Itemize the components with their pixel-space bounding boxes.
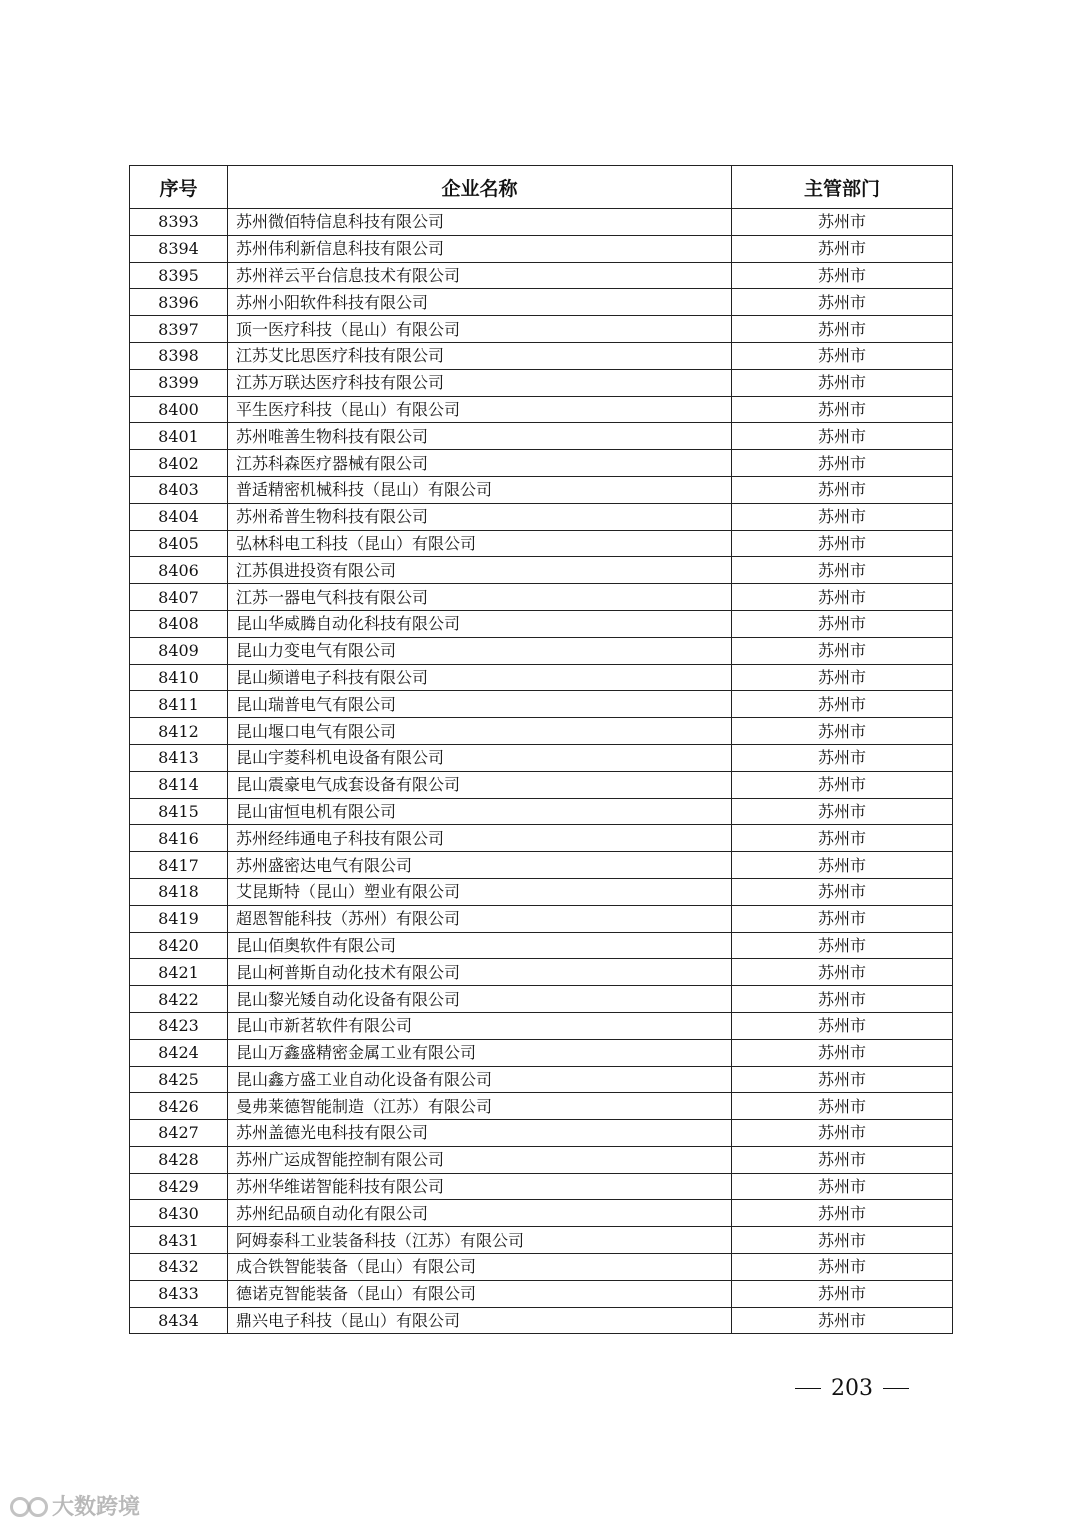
- cell-department: 苏州市: [732, 825, 953, 852]
- table-row: [130, 316, 953, 343]
- cell-company-name: 昆山宙恒电机有限公司: [228, 798, 732, 825]
- table-row: [130, 262, 953, 289]
- cell-company-name: 艾昆斯特（昆山）塑业有限公司: [228, 878, 732, 905]
- cell-company-name: 江苏艾比思医疗科技有限公司: [228, 342, 732, 369]
- cell-department: 苏州市: [732, 718, 953, 745]
- cell-serial-number: 8433: [130, 1280, 228, 1307]
- cell-serial-number: 8416: [130, 825, 228, 852]
- cell-department: 苏州市: [732, 1039, 953, 1066]
- cell-serial-number: 8410: [130, 664, 228, 691]
- cell-department: 苏州市: [732, 664, 953, 691]
- cell-department: 苏州市: [732, 235, 953, 262]
- cell-company-name: 鼎兴电子科技（昆山）有限公司: [228, 1307, 732, 1334]
- cell-department: 苏州市: [732, 1146, 953, 1173]
- table-row: [130, 289, 953, 316]
- table-row: [130, 1093, 953, 1120]
- cell-serial-number: 8432: [130, 1254, 228, 1281]
- cell-serial-number: 8401: [130, 423, 228, 450]
- cell-department: 苏州市: [732, 932, 953, 959]
- table-row: [130, 235, 953, 262]
- table-row: [130, 1066, 953, 1093]
- cell-serial-number: 8425: [130, 1066, 228, 1093]
- table-row: [130, 986, 953, 1013]
- cell-department: 苏州市: [732, 1307, 953, 1334]
- cell-company-name: 昆山频谱电子科技有限公司: [228, 664, 732, 691]
- cell-company-name: 苏州广运成智能控制有限公司: [228, 1146, 732, 1173]
- table-row: [130, 878, 953, 905]
- cell-serial-number: 8422: [130, 986, 228, 1013]
- cell-company-name: 昆山瑞普电气有限公司: [228, 691, 732, 718]
- cell-department: 苏州市: [732, 369, 953, 396]
- table-row: [130, 557, 953, 584]
- cell-department: 苏州市: [732, 584, 953, 611]
- cell-company-name: 曼弗莱德智能制造（江苏）有限公司: [228, 1093, 732, 1120]
- cell-department: 苏州市: [732, 959, 953, 986]
- cell-department: 苏州市: [732, 289, 953, 316]
- header-serial-number: 序号: [130, 166, 228, 209]
- cell-department: 苏州市: [732, 1093, 953, 1120]
- cell-department: 苏州市: [732, 1227, 953, 1254]
- cell-company-name: 苏州纪品硕自动化有限公司: [228, 1200, 732, 1227]
- table-row: [130, 1227, 953, 1254]
- cell-serial-number: 8414: [130, 771, 228, 798]
- watermark-logo-icon: [8, 1494, 48, 1518]
- table-row: [130, 798, 953, 825]
- cell-serial-number: 8417: [130, 852, 228, 879]
- cell-serial-number: 8404: [130, 503, 228, 530]
- cell-serial-number: 8397: [130, 316, 228, 343]
- cell-department: 苏州市: [732, 610, 953, 637]
- cell-department: 苏州市: [732, 986, 953, 1013]
- cell-serial-number: 8434: [130, 1307, 228, 1334]
- cell-department: 苏州市: [732, 1200, 953, 1227]
- table-row: [130, 852, 953, 879]
- cell-serial-number: 8429: [130, 1173, 228, 1200]
- cell-department: 苏州市: [732, 423, 953, 450]
- cell-company-name: 德诺克智能装备（昆山）有限公司: [228, 1280, 732, 1307]
- table-row: [130, 718, 953, 745]
- cell-company-name: 昆山华威腾自动化科技有限公司: [228, 610, 732, 637]
- cell-serial-number: 8409: [130, 637, 228, 664]
- table-row: [130, 691, 953, 718]
- cell-department: 苏州市: [732, 1012, 953, 1039]
- company-list-table: [129, 165, 953, 1334]
- cell-company-name: 昆山堰口电气有限公司: [228, 718, 732, 745]
- cell-company-name: 苏州祥云平台信息技术有限公司: [228, 262, 732, 289]
- table-row: [130, 1200, 953, 1227]
- cell-company-name: 昆山柯普斯自动化技术有限公司: [228, 959, 732, 986]
- table-row: [130, 503, 953, 530]
- watermark: [8, 1490, 140, 1521]
- cell-company-name: 苏州微佰特信息科技有限公司: [228, 209, 732, 236]
- cell-company-name: 昆山万鑫盛精密金属工业有限公司: [228, 1039, 732, 1066]
- cell-company-name: 成合铁智能装备（昆山）有限公司: [228, 1254, 732, 1281]
- table-row: [130, 342, 953, 369]
- table-row: [130, 209, 953, 236]
- cell-company-name: 昆山佰奥软件有限公司: [228, 932, 732, 959]
- cell-department: 苏州市: [732, 450, 953, 477]
- table-body: [130, 209, 953, 1334]
- table-row: [130, 1254, 953, 1281]
- cell-company-name: 昆山鑫方盛工业自动化设备有限公司: [228, 1066, 732, 1093]
- table-row: [130, 369, 953, 396]
- cell-company-name: 江苏俱进投资有限公司: [228, 557, 732, 584]
- table-row: [130, 664, 953, 691]
- table-row: [130, 637, 953, 664]
- cell-company-name: 昆山黎光矮自动化设备有限公司: [228, 986, 732, 1013]
- table-row: [130, 1173, 953, 1200]
- table-row: [130, 825, 953, 852]
- cell-serial-number: 8402: [130, 450, 228, 477]
- table-row: [130, 476, 953, 503]
- cell-serial-number: 8395: [130, 262, 228, 289]
- cell-company-name: 苏州唯善生物科技有限公司: [228, 423, 732, 450]
- cell-department: 苏州市: [732, 1120, 953, 1147]
- cell-department: 苏州市: [732, 342, 953, 369]
- cell-serial-number: 8427: [130, 1120, 228, 1147]
- cell-serial-number: 8394: [130, 235, 228, 262]
- cell-serial-number: 8403: [130, 476, 228, 503]
- cell-serial-number: 8428: [130, 1146, 228, 1173]
- cell-company-name: 江苏一器电气科技有限公司: [228, 584, 732, 611]
- cell-department: 苏州市: [732, 1066, 953, 1093]
- cell-company-name: 平生医疗科技（昆山）有限公司: [228, 396, 732, 423]
- page-number: [795, 1376, 909, 1401]
- cell-department: 苏州市: [732, 1254, 953, 1281]
- cell-department: 苏州市: [732, 557, 953, 584]
- cell-company-name: 江苏万联达医疗科技有限公司: [228, 369, 732, 396]
- cell-serial-number: 8400: [130, 396, 228, 423]
- page-dash-right: [883, 1388, 909, 1389]
- cell-company-name: 超恩智能科技（苏州）有限公司: [228, 905, 732, 932]
- cell-company-name: 苏州华维诺智能科技有限公司: [228, 1173, 732, 1200]
- page-dash-left: [795, 1388, 821, 1389]
- cell-department: 苏州市: [732, 1173, 953, 1200]
- cell-serial-number: 8411: [130, 691, 228, 718]
- cell-department: 苏州市: [732, 209, 953, 236]
- cell-department: 苏州市: [732, 798, 953, 825]
- cell-serial-number: 8413: [130, 744, 228, 771]
- cell-serial-number: 8405: [130, 530, 228, 557]
- cell-company-name: 昆山市新茗软件有限公司: [228, 1012, 732, 1039]
- cell-company-name: 昆山宇菱科机电设备有限公司: [228, 744, 732, 771]
- cell-serial-number: 8399: [130, 369, 228, 396]
- cell-serial-number: 8393: [130, 209, 228, 236]
- cell-serial-number: 8396: [130, 289, 228, 316]
- cell-department: 苏州市: [732, 476, 953, 503]
- cell-company-name: 普适精密机械科技（昆山）有限公司: [228, 476, 732, 503]
- cell-company-name: 顶一医疗科技（昆山）有限公司: [228, 316, 732, 343]
- cell-serial-number: 8431: [130, 1227, 228, 1254]
- cell-serial-number: 8420: [130, 932, 228, 959]
- table-row: [130, 771, 953, 798]
- cell-serial-number: 8406: [130, 557, 228, 584]
- table-row: [130, 450, 953, 477]
- cell-serial-number: 8408: [130, 610, 228, 637]
- cell-company-name: 阿姆泰科工业装备科技（江苏）有限公司: [228, 1227, 732, 1254]
- table-row: [130, 744, 953, 771]
- cell-serial-number: 8418: [130, 878, 228, 905]
- cell-serial-number: 8398: [130, 342, 228, 369]
- cell-company-name: 苏州希普生物科技有限公司: [228, 503, 732, 530]
- table-row: [130, 530, 953, 557]
- cell-serial-number: 8415: [130, 798, 228, 825]
- cell-department: 苏州市: [732, 691, 953, 718]
- cell-company-name: 苏州小阳软件科技有限公司: [228, 289, 732, 316]
- cell-serial-number: 8430: [130, 1200, 228, 1227]
- table-row: [130, 584, 953, 611]
- table-row: [130, 1280, 953, 1307]
- table-row: [130, 1146, 953, 1173]
- cell-department: 苏州市: [732, 771, 953, 798]
- cell-company-name: 苏州盛密达电气有限公司: [228, 852, 732, 879]
- cell-department: 苏州市: [732, 905, 953, 932]
- cell-company-name: 苏州经纬通电子科技有限公司: [228, 825, 732, 852]
- cell-company-name: 昆山震豪电气成套设备有限公司: [228, 771, 732, 798]
- cell-company-name: 苏州盖德光电科技有限公司: [228, 1120, 732, 1147]
- cell-serial-number: 8426: [130, 1093, 228, 1120]
- cell-department: 苏州市: [732, 262, 953, 289]
- cell-company-name: 苏州伟利新信息科技有限公司: [228, 235, 732, 262]
- table-row: [130, 932, 953, 959]
- table-row: [130, 1039, 953, 1066]
- cell-department: 苏州市: [732, 744, 953, 771]
- cell-serial-number: 8407: [130, 584, 228, 611]
- table-row: [130, 1120, 953, 1147]
- table-row: [130, 1307, 953, 1334]
- cell-company-name: 弘林科电工科技（昆山）有限公司: [228, 530, 732, 557]
- header-department: 主管部门: [732, 166, 953, 209]
- cell-department: 苏州市: [732, 530, 953, 557]
- header-company-name: 企业名称: [228, 166, 732, 209]
- watermark-text: 大数跨境: [52, 1495, 141, 1520]
- cell-company-name: 昆山力变电气有限公司: [228, 637, 732, 664]
- table-row: [130, 423, 953, 450]
- table-header-row: [130, 166, 953, 209]
- table-row: [130, 905, 953, 932]
- cell-department: 苏州市: [732, 637, 953, 664]
- cell-department: 苏州市: [732, 852, 953, 879]
- cell-department: 苏州市: [732, 396, 953, 423]
- table-row: [130, 610, 953, 637]
- cell-department: 苏州市: [732, 316, 953, 343]
- page-number-text: 203: [831, 1376, 873, 1401]
- cell-company-name: 江苏科森医疗器械有限公司: [228, 450, 732, 477]
- cell-serial-number: 8424: [130, 1039, 228, 1066]
- table-row: [130, 1012, 953, 1039]
- table-row: [130, 396, 953, 423]
- cell-department: 苏州市: [732, 1280, 953, 1307]
- table-row: [130, 959, 953, 986]
- cell-serial-number: 8421: [130, 959, 228, 986]
- cell-serial-number: 8412: [130, 718, 228, 745]
- cell-department: 苏州市: [732, 878, 953, 905]
- cell-department: 苏州市: [732, 503, 953, 530]
- cell-serial-number: 8419: [130, 905, 228, 932]
- cell-serial-number: 8423: [130, 1012, 228, 1039]
